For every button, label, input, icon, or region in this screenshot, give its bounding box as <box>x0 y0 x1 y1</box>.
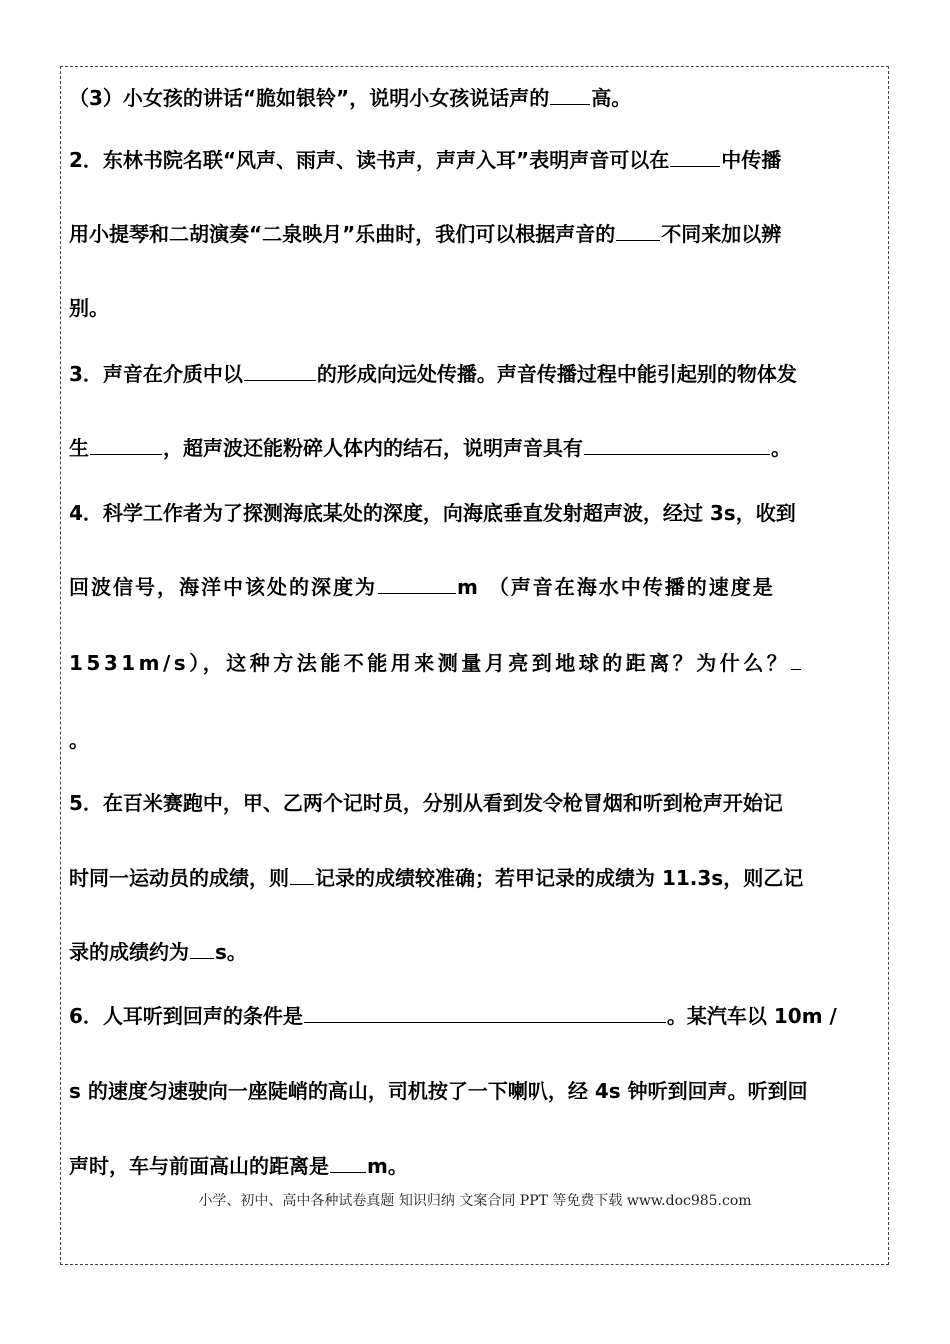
answer-blank[interactable] <box>244 360 316 381</box>
question-3-line-2: 生 ，超声波还能粉碎人体内的结石，说明声音具有 。 <box>69 436 791 460</box>
question-2-line-3: 别。 <box>69 296 109 320</box>
question-4-line-4: 。 <box>69 728 89 752</box>
question-6-line-3: 声时，车与前面高山的距离是 m。 <box>69 1154 408 1178</box>
answer-blank[interactable] <box>584 434 770 455</box>
question-5-line-3: 录的成绩约为 s。 <box>69 940 247 964</box>
answer-blank[interactable] <box>190 938 214 959</box>
answer-blank[interactable] <box>670 146 720 167</box>
question-4-line-3: 1531m/s），这种方法能不能用来测量月亮到地球的距离？为什么？ <box>69 649 884 677</box>
answer-blank[interactable] <box>378 573 456 594</box>
answer-blank[interactable] <box>90 434 162 455</box>
answer-blank[interactable] <box>550 84 590 105</box>
question-6-line-1: 6．人耳听到回声的条件是 。某汽车以 10m / <box>69 1004 837 1028</box>
question-4-line-1: 4．科学工作者为了探测海底某处的深度，向海底垂直发射超声波，经过 3s，收到 <box>69 501 796 525</box>
footer-text: 小学、初中、高中各种试卷真题 知识归纳 文案合同 PPT 等免费下载 www.doc985.com <box>198 1193 752 1209</box>
answer-blank[interactable] <box>304 1002 666 1023</box>
question-2-line-2: 用小提琴和二胡演奏“二泉映月”乐曲时，我们可以根据声音的 不同来加以辨 <box>69 222 782 246</box>
question-6-line-2: s 的速度匀速驶向一座陡峭的高山，司机按了一下喇叭，经 4s 钟听到回声。听到回 <box>69 1079 808 1103</box>
question-5-line-1: 5．在百米赛跑中，甲、乙两个记时员，分别从看到发令枪冒烟和听到枪声开始记 <box>69 791 783 815</box>
question-5-line-2: 时同一运动员的成绩，则 记录的成绩较准确；若甲记录的成绩为 11.3s，则乙记 <box>69 866 804 890</box>
answer-blank[interactable] <box>290 864 314 885</box>
question-3-line-1: 3．声音在介质中以 的形成向远处传播。声音传播过程中能引起别的物体发 <box>69 362 797 386</box>
question-2-line-1: 2．东林书院名联“风声、雨声、读书声，声声入耳”表明声音可以在 中传播 <box>69 148 782 172</box>
question-1-3: （3）小女孩的讲话“脆如银铃”，说明小女孩说话声的 高。 <box>69 86 632 110</box>
answer-blank[interactable] <box>330 1152 366 1173</box>
question-4-line-2: 回波信号，海洋中该处的深度为 m （声音在海水中传播的速度是 <box>69 575 775 599</box>
answer-blank[interactable] <box>616 220 660 241</box>
answer-blank[interactable] <box>791 649 801 670</box>
